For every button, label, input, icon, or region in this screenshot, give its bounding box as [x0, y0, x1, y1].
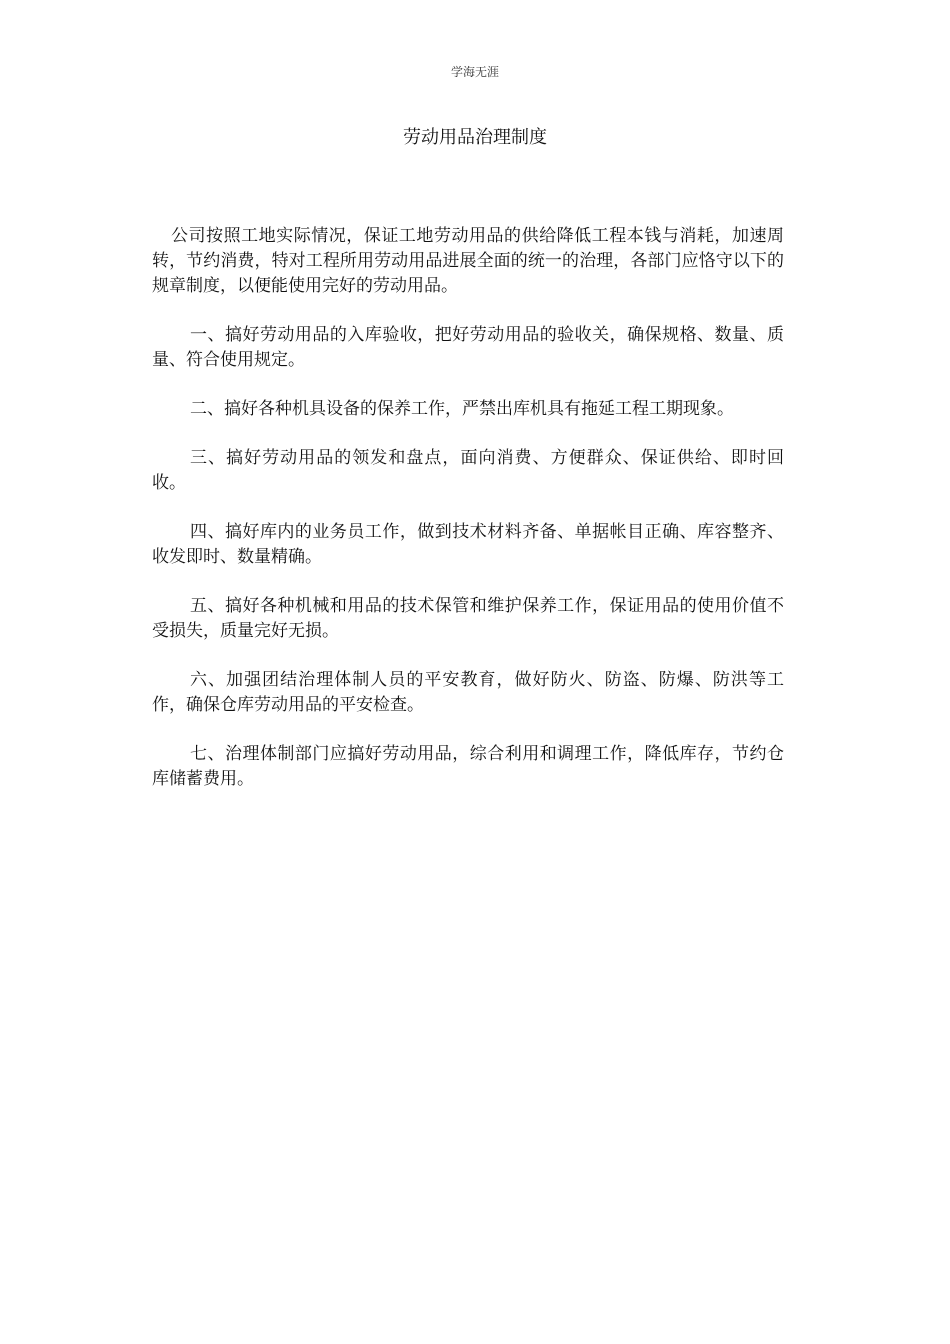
rule-item-4: 四、搞好库内的业务员工作，做到技术材料齐备、单据帐目正确、库容整齐、收发即时、数量精确。	[152, 522, 784, 567]
document-title: 劳动用品治理制度	[403, 127, 547, 148]
page-header: 学海无涯	[450, 65, 499, 79]
rule-item-3: 三、搞好劳动用品的领发和盘点，面向消费、方便群众、保证供给、即时回收。	[152, 448, 784, 493]
rule-item-1: 一、搞好劳动用品的入库验收，把好劳动用品的验收关，确保规格、数量、质量、符合使用规定。	[152, 325, 784, 370]
rule-item-2: 二、搞好各种机具设备的保养工作，严禁出库机具有拖延工程工期现象。	[190, 399, 734, 419]
document-body	[152, 224, 784, 816]
rule-item-7: 七、治理体制部门应搞好劳动用品，综合利用和调理工作，降低库存，节约仓库储蓄费用。	[152, 744, 784, 789]
intro-paragraph: 公司按照工地实际情况，保证工地劳动用品的供给降低工程本钱与消耗，加速周转，节约消费，特对工程所用劳动用品进展全面的统一的治理，各部门应恪守以下的规章制度，以便能使用完好的劳动用品。	[152, 226, 784, 296]
rule-item-6: 六、加强团结治理体制人员的平安教育，做好防火、防盗、防爆、防洪等工作，确保仓库劳动用品的平安检查。	[152, 670, 784, 715]
rule-item-5: 五、搞好各种机械和用品的技术保管和维护保养工作，保证用品的使用价值不受损失，质量完好无损。	[152, 596, 784, 641]
